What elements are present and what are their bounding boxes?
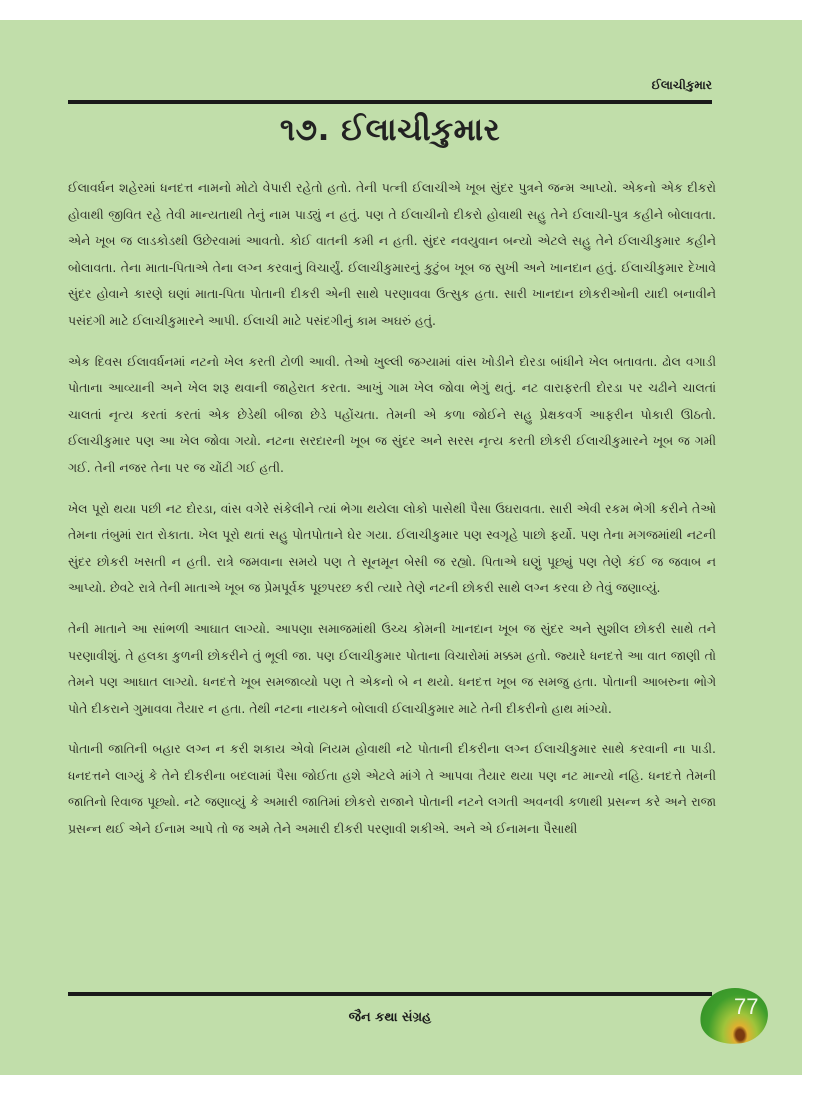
page-number: 77 [734, 994, 759, 1019]
story-body [68, 175, 716, 857]
book-page [0, 20, 802, 1075]
book-title-footer: જૈન કથા સંગ્રહ [348, 1010, 432, 1025]
paragraph-2: એક દિવસ ઈલાવર્ધનમાં નટનો ખેલ કરતી ટોળી આવી. તેઓ ખુલ્લી જગ્યામાં વાંસ ખોડીને દોરડા બાંધીને ખેલ બતાવતા. ઢોલ વગાડી પોતાના આવ્યાની અને ખેલ શરૂ થવાની જાહેરાત કરતા. આખું ગામ ખેલ જોવા ભેગું થતું. નટ વારાફરતી દોરડા પર ચઢીને ચાલતાં ચાલતાં નૃત્ય કરતાં કરતાં એક છેડેથી બીજા છેડે પહોંચતા. તેમની એ કળા જોઈને સહુ પ્રેક્ષકવર્ગ આફરીન પોકારી ઊઠતો. ઈલાચીકુમાર પણ આ ખેલ જોવા ગયો. નટના સરદારની ખૂબ જ સુંદર અને સરસ નૃત્ય કરતી છોકરી ઈલાચીકુમારને ખૂબ જ ગમી ગઈ. તેની નજર તેના પર જ ચોંટી ગઈ હતી. [68, 353, 716, 475]
paragraph-1: ઈલાવર્ધન શહેરમાં ધનદત્ત નામનો મોટો વેપારી રહેતો હતો. તેની પત્ની ઈલાચીએ ખૂબ સુંદર પુત્રને જન્મ આપ્યો. એકનો એક દીકરો હોવાથી જીવિત રહે તેવી માન્યતાથી તેનું નામ પાડ્યું ન હતું. પણ તે ઈલાચીનો દીકરો હોવાથી સહુ તેને ઈલાચી-પુત્ર કહીને બોલાવતા. એને ખૂબ જ લાડકોડથી ઉછેરવામાં આવતો. કોઈ વાતની કમી ન હતી. સુંદર નવયુવાન બન્યો એટલે સહુ તેને ઈલાચીકુમાર કહીને બોલાવતા. તેના માતા-પિતાએ તેના લગ્ન કરવાનું વિચાર્યું. ઈલાચીકુમારનું કુટુંબ ખૂબ જ સુખી અને ખાનદાન હતું. ઈલાચીકુમાર દેખાવે સુંદર હોવાને કારણે ઘણાં માતા-પિતા પોતાની દીકરી એની સાથે પરણાવવા ઉત્સુક હતા. સારી ખાનદાન છોકરીઓની યાદી બનાવીને પસંદગી માટે ઈલાચીકુમારને આપી. ઈલાચી માટે પસંદગીનું કામ અઘરું હતું. [68, 180, 716, 328]
running-head: ઈલાચીકુમાર [651, 78, 712, 92]
footer-rule [68, 992, 712, 996]
paragraph-5: પોતાની જાતિની બહાર લગ્ન ન કરી શકાય એવો નિયમ હોવાથી નટે પોતાની દીકરીના લગ્ન ઈલાચીકુમાર સાથે કરવાની ના પાડી. ધનદત્તને લાગ્યું કે તેને દીકરીના બદલામાં પૈસા જોઈતા હશે એટલે માંગે તે આપવા તૈયાર થયા પણ નટ માન્યો નહિ. ધનદત્તે તેમની જાતિનો રિવાજ પૂછ્યો. નટે જણાવ્યું કે અમારી જાતિમાં છોકરો રાજાને પોતાની નટને લગતી અવનવી કળાથી પ્રસન્ન કરે અને રાજા પ્રસન્ન થઈ એને ઈનામ આપે તો જ અમે તેને અમારી દીકરી પરણાવી શકીએ. અને એ ઈનામના પૈસાથી [68, 741, 716, 837]
chapter-title: ૧૭. ઈલાચીકુમાર [279, 112, 501, 148]
header-rule [68, 100, 712, 104]
paragraph-4: તેની માતાને આ સાંભળી આઘાત લાગ્યો. આપણા સમાજમાંથી ઉચ્ચ કોમની ખાનદાન ખૂબ જ સુંદર અને સુશીલ છોકરી સાથે તને પરણાવીશું. તે હલકા કુળની છોકરીને તું ભૂલી જા. પણ ઈલાચીકુમાર પોતાના વિચારોમાં મક્કમ હતો. જ્યારે ધનદત્તે આ વાત જાણી તો તેમને પણ આઘાત લાગ્યો. ધનદત્તે ખૂબ સમજાવ્યો પણ તે એકનો બે ન થયો. ધનદત્ત ખૂબ જ સમજુ હતા. પોતાની આબરુના ભોગે પોતે દીકરાને ગુમાવવા તૈયાર ન હતા. તેથી નટના નાયકને બોલાવી ઈલાચીકુમાર માટે તેની દીકરીનો હાથ માંગ્યો. [68, 620, 716, 716]
paragraph-3: ખેલ પૂરો થયા પછી નટ દોરડા, વાંસ વગેરે સંકેલીને ત્યાં ભેગા થયેલા લોકો પાસેથી પૈસા ઉઘરાવતા. સારી એવી રકમ ભેગી કરીને તેઓ તેમના તંબુમાં રાત રોકાતા. ખેલ પૂરો થતાં સહુ પોતપોતાને ઘેર ગયા. ઈલાચીકુમાર પણ સ્વગૃહે પાછો ફર્યો. પણ તેના મગજમાંથી નટની સુંદર છોકરી ખસતી ન હતી. રાત્રે જમવાના સમયે પણ તે સૂનમૂન બેસી જ રહ્યો. પિતાએ ઘણું પૂછ્યું પણ તેણે કંઈ જ જવાબ ન આપ્યો. છેવટે રાત્રે તેની માતાએ ખૂબ જ પ્રેમપૂર્વક પૂછપરછ કરી ત્યારે તેણે નટની છોકરી સાથે લગ્ન કરવા છે તેવું જણાવ્યું. [68, 500, 716, 596]
